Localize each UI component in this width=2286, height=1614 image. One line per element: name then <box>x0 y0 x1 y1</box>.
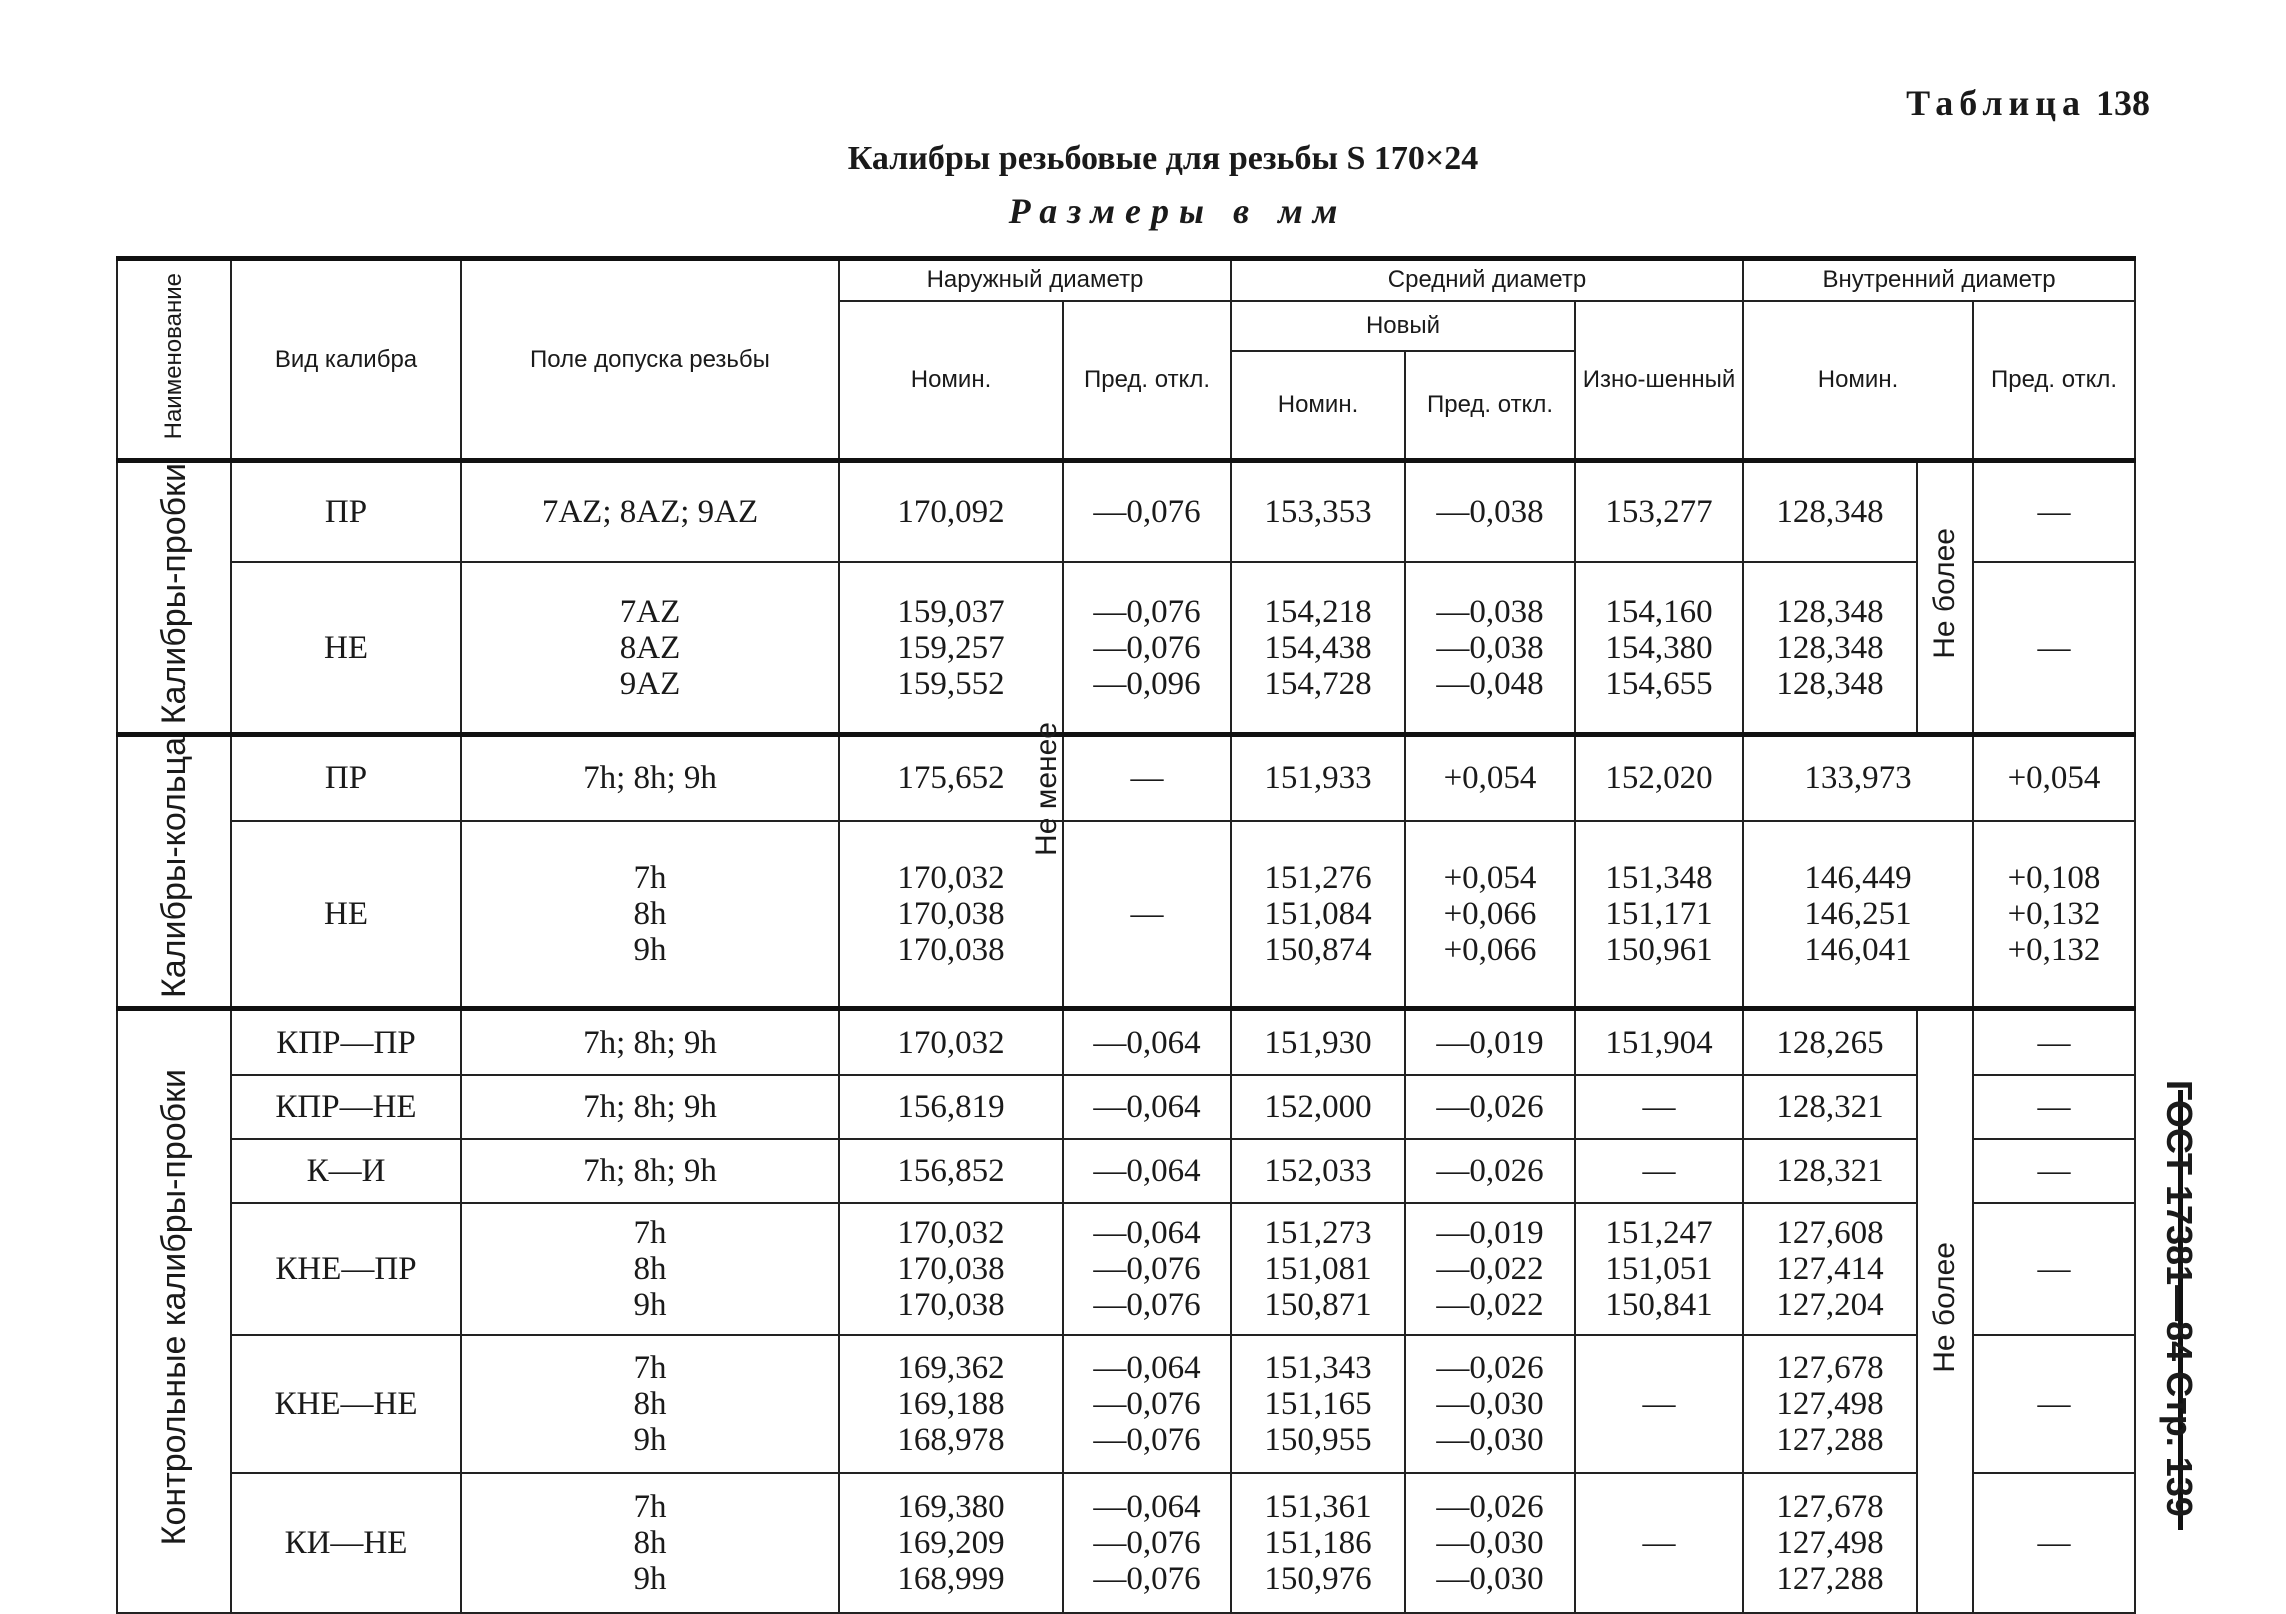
cell-line: 151,276 <box>1264 860 1372 896</box>
cell-line: — <box>2037 1024 2071 1061</box>
cell-line: 150,841 <box>1605 1286 1713 1323</box>
inner-nominal <box>1743 1139 1917 1203</box>
mid-deviation <box>1405 1473 1575 1613</box>
cell-line: —0,064 <box>1093 1024 1201 1061</box>
cell-line: — <box>2037 1088 2071 1125</box>
cell-line: —0,030 <box>1436 1524 1544 1561</box>
outer-nominal <box>839 1139 1063 1203</box>
outer-nominal <box>839 1473 1063 1613</box>
cell-line: 170,032 <box>897 1024 1005 1061</box>
outer-deviation <box>1063 1203 1231 1335</box>
cell-line: 154,160 <box>1605 593 1713 630</box>
cell-line: —0,038 <box>1436 494 1544 531</box>
group-control: Контрольные калибры-пробки <box>117 1009 231 1613</box>
cell-line: 128,348 <box>1776 629 1884 666</box>
mid-nominal <box>1231 1203 1405 1335</box>
inner-nominal <box>1743 1075 1917 1139</box>
cell-line: 170,038 <box>897 1250 1005 1287</box>
inner-nominal <box>1743 1009 1917 1075</box>
col-header-inner-dev: Пред. откл. <box>1973 301 2135 461</box>
cell-line: 128,265 <box>1776 1024 1884 1061</box>
tolerance-field <box>461 735 839 821</box>
tolerance-field <box>461 1335 839 1473</box>
table-row <box>117 735 2135 821</box>
table-row <box>117 461 2135 563</box>
cell-line: +0,066 <box>1443 896 1537 932</box>
caliber-kind: НЕ <box>231 562 461 734</box>
mid-deviation <box>1405 1139 1575 1203</box>
cell-line: 7h; 8h; 9h <box>583 1152 717 1189</box>
cell-line: 7h <box>633 1488 667 1525</box>
mid-worn <box>1575 1139 1743 1203</box>
inner-deviation <box>1973 821 2135 1009</box>
cell-line: 175,652 <box>897 760 1005 797</box>
cell-line: 128,348 <box>1776 494 1884 531</box>
caliber-kind: КПР—НЕ <box>231 1075 461 1139</box>
outer-nominal <box>839 1075 1063 1139</box>
tolerance-field <box>461 461 839 563</box>
cell-line: 7h <box>633 860 667 896</box>
cell-line: 7h; 8h; 9h <box>583 1024 717 1061</box>
cell-line: — <box>1130 760 1164 797</box>
cell-line: 7h; 8h; 9h <box>583 760 717 797</box>
cell-line: +0,054 <box>2007 760 2101 797</box>
cell-line: — <box>2037 1250 2071 1287</box>
cell-line: 169,362 <box>897 1349 1005 1386</box>
cell-line: — <box>2037 1524 2071 1561</box>
table-word: Таблица <box>1906 83 2086 123</box>
table-row <box>117 1075 2135 1139</box>
cell-line: 151,165 <box>1264 1385 1372 1422</box>
calibers-table <box>116 256 2136 1614</box>
table-body <box>117 461 2135 1613</box>
cell-line: —0,026 <box>1436 1088 1544 1125</box>
cell-line: 151,348 <box>1605 860 1713 896</box>
inner-nominal <box>1743 821 1973 1009</box>
table-row <box>117 1139 2135 1203</box>
inner-deviation <box>1973 1203 2135 1335</box>
cell-line: — <box>2037 629 2071 666</box>
cell-line: 127,288 <box>1776 1560 1884 1597</box>
table-subtitle: Размеры в мм <box>1008 191 1348 231</box>
cell-line: 170,038 <box>897 1286 1005 1323</box>
tolerance-field <box>461 821 839 1009</box>
cell-line: 127,498 <box>1776 1524 1884 1561</box>
cell-line: —0,076 <box>1093 494 1201 531</box>
cell-line: 152,000 <box>1264 1088 1372 1125</box>
cell-line: 170,038 <box>897 932 1005 968</box>
cell-line: +0,054 <box>1443 860 1537 896</box>
cell-line: 170,092 <box>897 494 1005 531</box>
col-header-mid-dev: Пред. откл. <box>1405 351 1575 461</box>
col-header-outer: Наружный диаметр <box>839 259 1231 301</box>
cell-line: 7h <box>633 1214 667 1251</box>
cell-line: —0,048 <box>1436 665 1544 702</box>
cell-line: 127,608 <box>1776 1214 1884 1251</box>
inner-nominal <box>1743 562 1917 734</box>
mid-worn <box>1575 1075 1743 1139</box>
mid-deviation <box>1405 562 1575 734</box>
cell-line: 127,288 <box>1776 1421 1884 1458</box>
inner-deviation <box>1973 1009 2135 1075</box>
outer-deviation <box>1063 735 1231 821</box>
outer-deviation <box>1063 1075 1231 1139</box>
cell-line: 151,361 <box>1264 1488 1372 1525</box>
cell-line: +0,054 <box>1443 760 1537 797</box>
table-row <box>117 1473 2135 1613</box>
outer-deviation <box>1063 1335 1231 1473</box>
cell-line: —0,030 <box>1436 1421 1544 1458</box>
cell-line: 151,171 <box>1605 896 1713 932</box>
cell-line: 127,204 <box>1776 1286 1884 1323</box>
outer-nominal <box>839 461 1063 563</box>
note-not-more: Не более <box>1917 1009 1973 1613</box>
mid-worn <box>1575 562 1743 734</box>
caliber-kind: ПР <box>231 735 461 821</box>
cell-line: 151,084 <box>1264 896 1372 932</box>
cell-line: — <box>1130 896 1164 932</box>
cell-line: —0,076 <box>1093 629 1201 666</box>
cell-line: —0,064 <box>1093 1349 1201 1386</box>
cell-line: 150,874 <box>1264 932 1372 968</box>
cell-line: —0,030 <box>1436 1560 1544 1597</box>
mid-deviation <box>1405 821 1575 1009</box>
cell-line: 128,321 <box>1776 1152 1884 1189</box>
caliber-kind: КИ—НЕ <box>231 1473 461 1613</box>
cell-line: 7h <box>633 1349 667 1386</box>
cell-line: 133,973 <box>1804 760 1912 797</box>
cell-line: 154,655 <box>1605 665 1713 702</box>
cell-line: —0,076 <box>1093 1421 1201 1458</box>
cell-line: —0,022 <box>1436 1250 1544 1287</box>
mid-nominal <box>1231 735 1405 821</box>
inner-nominal <box>1743 1203 1917 1335</box>
tolerance-field <box>461 1203 839 1335</box>
cell-line: 7AZ; 8AZ; 9AZ <box>541 494 759 531</box>
cell-line: 169,209 <box>897 1524 1005 1561</box>
cell-line: 168,978 <box>897 1421 1005 1458</box>
inner-deviation <box>1973 1473 2135 1613</box>
inner-nominal <box>1743 1473 1917 1613</box>
cell-line: 170,038 <box>897 896 1005 932</box>
group-plugs: Калибры-пробки <box>117 461 231 735</box>
cell-line: 150,976 <box>1264 1560 1372 1597</box>
col-header-mid-nom: Номин. <box>1231 351 1405 461</box>
mid-worn <box>1575 1203 1743 1335</box>
cell-line: 170,032 <box>897 1214 1005 1251</box>
mid-deviation <box>1405 461 1575 563</box>
mid-nominal <box>1231 1473 1405 1613</box>
cell-line: 169,380 <box>897 1488 1005 1525</box>
cell-line: 168,999 <box>897 1560 1005 1597</box>
cell-line: 154,438 <box>1264 629 1372 666</box>
cell-line: 128,321 <box>1776 1088 1884 1125</box>
col-header-mid: Средний диаметр <box>1231 259 1743 301</box>
cell-line: — <box>1642 1088 1676 1125</box>
col-header-tol: Поле допуска резьбы <box>461 259 839 461</box>
cell-line: —0,064 <box>1093 1152 1201 1189</box>
inner-nominal <box>1743 461 1917 563</box>
table-row <box>117 821 2135 1009</box>
mid-deviation <box>1405 735 1575 821</box>
tolerance-field <box>461 1139 839 1203</box>
cell-line: 9h <box>633 1560 667 1597</box>
cell-line: —0,076 <box>1093 1385 1201 1422</box>
cell-line: —0,064 <box>1093 1214 1201 1251</box>
table-row <box>117 1335 2135 1473</box>
cell-line: 127,414 <box>1776 1250 1884 1287</box>
mid-worn <box>1575 821 1743 1009</box>
mid-nominal <box>1231 821 1405 1009</box>
cell-line: 154,218 <box>1264 593 1372 630</box>
table-label <box>1906 82 2150 124</box>
group-rings: Калибры-кольца <box>117 735 231 1009</box>
cell-line: 151,273 <box>1264 1214 1372 1251</box>
caliber-kind: КНЕ—НЕ <box>231 1335 461 1473</box>
cell-line: 8h <box>633 1385 667 1422</box>
cell-line: 151,081 <box>1264 1250 1372 1287</box>
col-header-inner-nom: Номин. <box>1743 301 1973 461</box>
cell-line: —0,019 <box>1436 1024 1544 1061</box>
mid-worn <box>1575 1335 1743 1473</box>
cell-line: —0,038 <box>1436 593 1544 630</box>
cell-line: — <box>1642 1385 1676 1422</box>
note-not-less: Не менее <box>1030 722 1063 856</box>
cell-line: 159,552 <box>897 665 1005 702</box>
cell-line: 9h <box>633 1421 667 1458</box>
cell-line: —0,064 <box>1093 1088 1201 1125</box>
mid-nominal <box>1231 1139 1405 1203</box>
cell-line: — <box>2037 494 2071 531</box>
cell-line: —0,026 <box>1436 1152 1544 1189</box>
cell-line: 9h <box>633 1286 667 1323</box>
cell-line: 151,930 <box>1264 1024 1372 1061</box>
mid-worn <box>1575 1009 1743 1075</box>
cell-line: 151,933 <box>1264 760 1372 797</box>
mid-nominal <box>1231 1335 1405 1473</box>
mid-nominal <box>1231 562 1405 734</box>
cell-line: —0,076 <box>1093 1560 1201 1597</box>
outer-deviation <box>1063 821 1231 1009</box>
cell-line: 156,852 <box>897 1152 1005 1189</box>
outer-deviation <box>1063 1473 1231 1613</box>
cell-line: 153,353 <box>1264 494 1372 531</box>
cell-line: 8h <box>633 1524 667 1561</box>
cell-line: —0,026 <box>1436 1349 1544 1386</box>
cell-line: 127,498 <box>1776 1385 1884 1422</box>
cell-line: 150,871 <box>1264 1286 1372 1323</box>
cell-line: 152,033 <box>1264 1152 1372 1189</box>
caliber-kind: ПР <box>231 461 461 563</box>
cell-line: +0,132 <box>2007 932 2101 968</box>
cell-line: 150,961 <box>1605 932 1713 968</box>
cell-line: 154,728 <box>1264 665 1372 702</box>
outer-nominal <box>839 1335 1063 1473</box>
cell-line: 146,449 <box>1804 860 1912 896</box>
cell-line: —0,026 <box>1436 1488 1544 1525</box>
cell-line: —0,022 <box>1436 1286 1544 1323</box>
col-header-kind: Вид калибра <box>231 259 461 461</box>
caliber-kind: НЕ <box>231 821 461 1009</box>
cell-line: 127,678 <box>1776 1349 1884 1386</box>
caliber-kind: КПР—ПР <box>231 1009 461 1075</box>
cell-line: 7h; 8h; 9h <box>583 1088 717 1125</box>
mid-worn <box>1575 461 1743 563</box>
cell-line: 151,904 <box>1605 1024 1713 1061</box>
inner-deviation <box>1973 1335 2135 1473</box>
mid-deviation <box>1405 1335 1575 1473</box>
cell-line: 9AZ <box>619 665 681 702</box>
cell-line: 8h <box>633 896 667 932</box>
col-header-outer-dev: Пред. откл. <box>1063 301 1231 461</box>
table-row <box>117 1203 2135 1335</box>
inner-deviation <box>1973 735 2135 821</box>
cell-line: —0,096 <box>1093 665 1201 702</box>
outer-deviation <box>1063 1009 1231 1075</box>
cell-line: 150,955 <box>1264 1421 1372 1458</box>
cell-line: —0,076 <box>1093 1250 1201 1287</box>
col-header-mid-new: Новый <box>1231 301 1575 351</box>
caliber-kind: КНЕ—ПР <box>231 1203 461 1335</box>
table-number: 138 <box>2096 83 2150 123</box>
cell-line: 169,188 <box>897 1385 1005 1422</box>
col-header-mid-worn: Изно-шенный <box>1575 301 1743 461</box>
cell-line: 152,020 <box>1605 760 1713 797</box>
table-row <box>117 1009 2135 1075</box>
outer-nominal <box>839 1203 1063 1335</box>
side-label: ГОСТ 17381—84 Стр. 139 <box>2159 1080 2200 1517</box>
cell-line: — <box>1642 1152 1676 1189</box>
cell-line: — <box>2037 1385 2071 1422</box>
cell-line: 8AZ <box>619 629 681 666</box>
cell-line: — <box>2037 1152 2071 1189</box>
cell-line: 128,348 <box>1776 593 1884 630</box>
cell-line: 146,041 <box>1804 932 1912 968</box>
cell-line: 128,348 <box>1776 665 1884 702</box>
cell-line: 9h <box>633 932 667 968</box>
mid-nominal <box>1231 1075 1405 1139</box>
outer-deviation <box>1063 562 1231 734</box>
cell-line: 8h <box>633 1250 667 1287</box>
cell-line: —0,030 <box>1436 1385 1544 1422</box>
cell-line: 154,380 <box>1605 629 1713 666</box>
cell-line: —0,019 <box>1436 1214 1544 1251</box>
tolerance-field <box>461 562 839 734</box>
mid-nominal <box>1231 1009 1405 1075</box>
cell-line: +0,132 <box>2007 896 2101 932</box>
caliber-kind: К—И <box>231 1139 461 1203</box>
mid-nominal <box>1231 461 1405 563</box>
col-header-outer-nom: Номин. <box>839 301 1063 461</box>
outer-deviation <box>1063 1139 1231 1203</box>
outer-nominal <box>839 1009 1063 1075</box>
cell-line: — <box>1642 1524 1676 1561</box>
cell-line: 159,037 <box>897 593 1005 630</box>
col-header-name: Наименование <box>117 259 231 461</box>
inner-deviation <box>1973 461 2135 563</box>
col-header-inner: Внутренний диаметр <box>1743 259 2135 301</box>
cell-line: 153,277 <box>1605 494 1713 531</box>
tolerance-field <box>461 1473 839 1613</box>
mid-deviation <box>1405 1075 1575 1139</box>
cell-line: 156,819 <box>897 1088 1005 1125</box>
cell-line: 151,051 <box>1605 1250 1713 1287</box>
cell-line: —0,076 <box>1093 593 1201 630</box>
tolerance-field <box>461 1075 839 1139</box>
cell-line: 151,343 <box>1264 1349 1372 1386</box>
tolerance-field <box>461 1009 839 1075</box>
inner-deviation <box>1973 1139 2135 1203</box>
outer-deviation <box>1063 461 1231 563</box>
cell-line: 151,247 <box>1605 1214 1713 1251</box>
inner-nominal <box>1743 1335 1917 1473</box>
cell-line: —0,064 <box>1093 1488 1201 1525</box>
inner-nominal <box>1743 735 1973 821</box>
inner-deviation <box>1973 562 2135 734</box>
cell-line: —0,038 <box>1436 629 1544 666</box>
table-title: Калибры резьбовые для резьбы S 170×24 <box>847 140 1479 177</box>
cell-line: 151,186 <box>1264 1524 1372 1561</box>
outer-nominal <box>839 562 1063 734</box>
mid-worn <box>1575 1473 1743 1613</box>
cell-line: —0,076 <box>1093 1524 1201 1561</box>
mid-deviation <box>1405 1203 1575 1335</box>
cell-line: 7AZ <box>619 593 681 630</box>
cell-line: —0,076 <box>1093 1286 1201 1323</box>
cell-line: 146,251 <box>1804 896 1912 932</box>
cell-line: 159,257 <box>897 629 1005 666</box>
cell-line: 170,032 <box>897 860 1005 896</box>
cell-line: +0,108 <box>2007 860 2101 896</box>
table-row <box>117 562 2135 734</box>
cell-line: 127,678 <box>1776 1488 1884 1525</box>
cell-line: +0,066 <box>1443 932 1537 968</box>
mid-deviation <box>1405 1009 1575 1075</box>
note-not-more: Не более <box>1917 461 1973 735</box>
inner-deviation <box>1973 1075 2135 1139</box>
mid-worn <box>1575 735 1743 821</box>
